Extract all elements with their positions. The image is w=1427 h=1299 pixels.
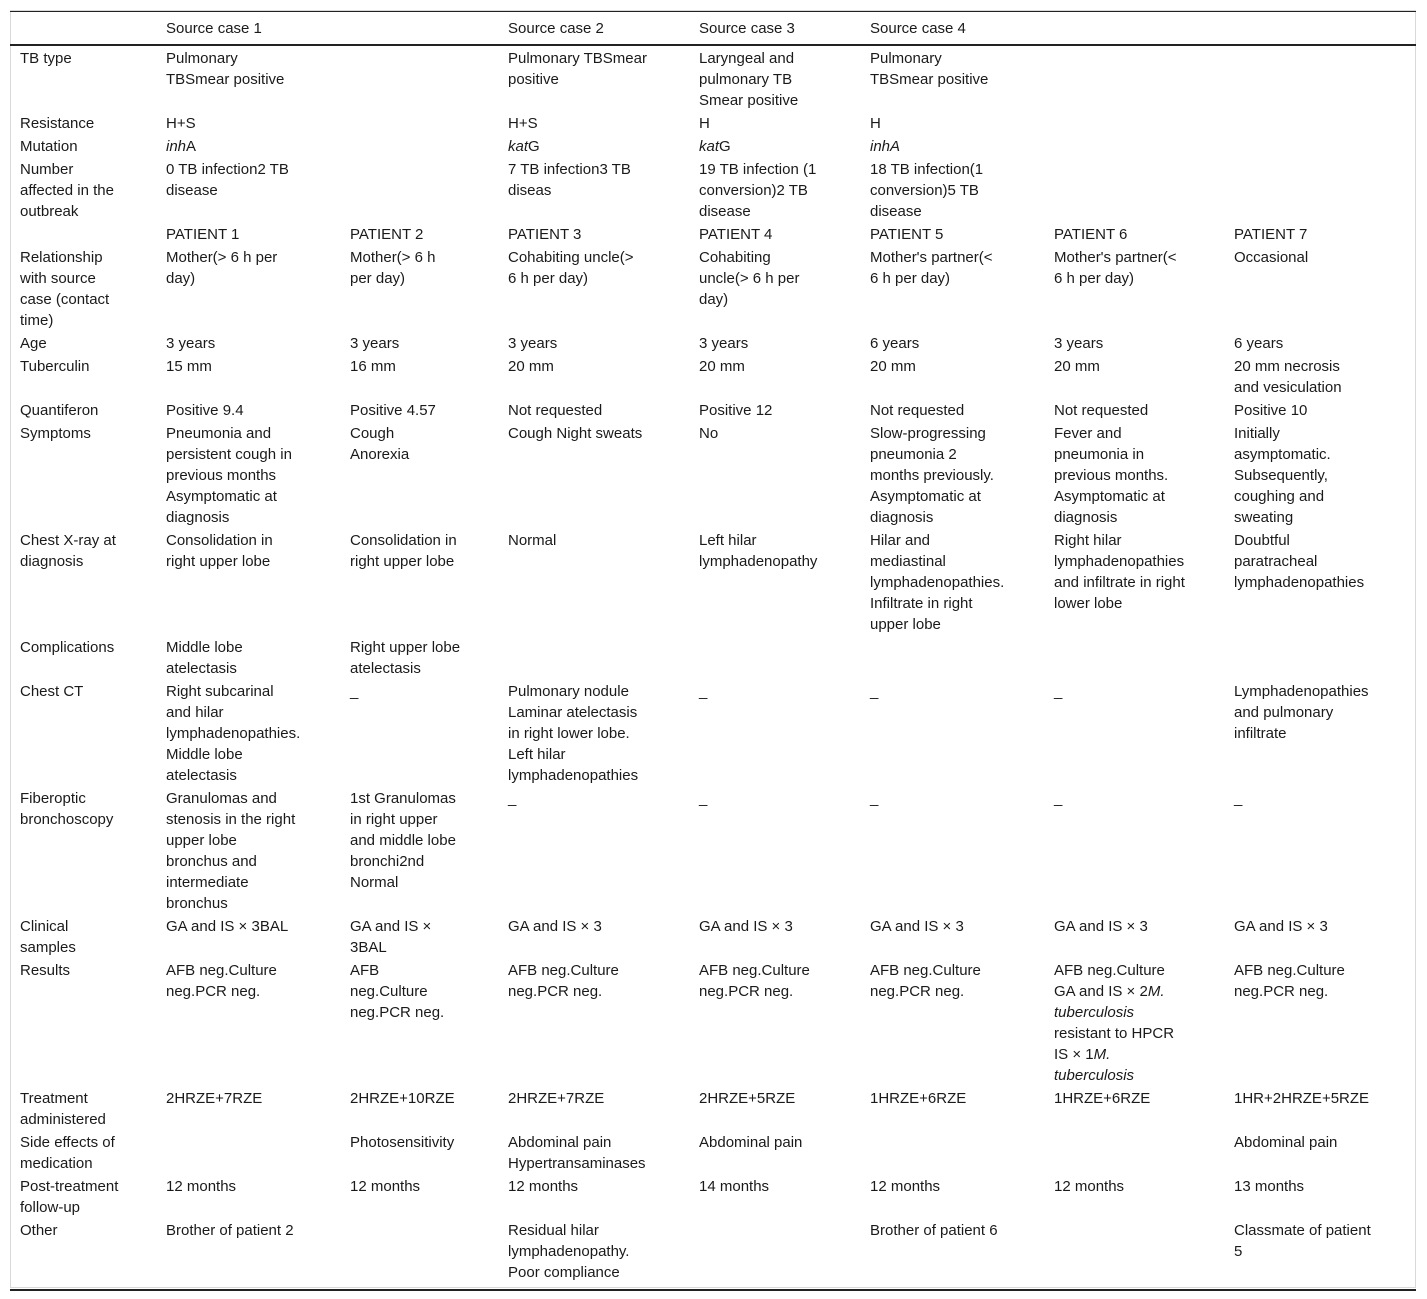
- table-cell: Laryngeal and pulmonary TB Smear positive: [699, 50, 799, 109]
- table-cell: [340, 1219, 498, 1290]
- table-cell: No: [699, 425, 719, 442]
- table-cell: [1044, 636, 1224, 680]
- table-cell: [1224, 636, 1416, 680]
- table-cell: PATIENT 7: [1234, 226, 1308, 243]
- table-cell: Cough Anorexia: [350, 425, 410, 463]
- table-row: [10, 1131, 1416, 1175]
- table-cell: Lymphadenopathies and pulmonary infiltrate: [1234, 683, 1369, 742]
- row-label-cell: Mutation: [20, 138, 78, 155]
- table-cell: Slow-progressing pneumonia 2 months previously. Asymptomatic at diagnosis: [870, 425, 994, 526]
- table-cell: Residual hilar lymphadenopathy. Poor compliance: [508, 1222, 630, 1281]
- row-label-cell: Results: [20, 962, 71, 979]
- table-cell: 12 months: [166, 1178, 237, 1195]
- table-cell: GA and IS × 3BAL: [350, 918, 432, 956]
- table-cell: H+S: [166, 115, 196, 132]
- table-cell: _: [508, 790, 517, 807]
- table-cell: Positive 12: [699, 402, 773, 419]
- table-cell: [340, 45, 498, 112]
- table-cell: [689, 1219, 860, 1290]
- row-label-cell: Age: [20, 335, 47, 352]
- table-row: [10, 355, 1416, 399]
- case-table: [10, 11, 1416, 1291]
- table-cell: Not requested: [870, 402, 965, 419]
- table-cell: 1HRZE+6RZE: [870, 1090, 967, 1107]
- table-cell: Granulomas and stenosis in the right upper lobe bronchus and intermediate bronchus: [166, 790, 296, 912]
- table-cell: AFB neg.Culture neg.PCR neg.: [166, 962, 277, 1000]
- table-cell: AFB neg.Culture neg.PCR neg.: [699, 962, 810, 1000]
- table-cell: 2HRZE+10RZE: [350, 1090, 455, 1107]
- table-cell: 3 years: [350, 335, 400, 352]
- table-cell: AFB neg.Culture GA and IS × 2M. tuberculosis resistant to HPCR IS × 1M. tuberculosis: [1054, 962, 1175, 1084]
- table-cell: [689, 636, 860, 680]
- table-cell: Not requested: [1054, 402, 1149, 419]
- table-cell: GA and IS × 3BAL: [166, 918, 289, 935]
- table-cell: Doubtful paratracheal lymphadenopathies: [1234, 532, 1365, 591]
- table-cell: Pulmonary TBSmear positive: [508, 50, 647, 88]
- table-cell: 6 years: [870, 335, 920, 352]
- table-cell: PATIENT 5: [870, 226, 944, 243]
- table-cell: Right subcarinal and hilar lymphadenopathies. Middle lobe atelectasis: [166, 683, 301, 784]
- row-label-cell: Quantiferon: [20, 402, 99, 419]
- table-cell: _: [870, 790, 879, 807]
- table-cell: H+S: [508, 115, 538, 132]
- table-cell: AFB neg.Culture neg.PCR neg.: [870, 962, 981, 1000]
- table-cell: [1044, 1131, 1224, 1175]
- table-row: [10, 332, 1416, 355]
- table-cell: 1st Granulomas in right upper and middle lobe bronchi2nd Normal: [350, 790, 456, 891]
- table-row: [10, 223, 1416, 246]
- table-cell: AFB neg.Culture neg.PCR neg.: [350, 962, 445, 1021]
- header-cell: [1224, 12, 1416, 46]
- header-cell: [10, 12, 156, 46]
- table-cell: [1224, 112, 1416, 135]
- header-cell: Source case 1: [166, 20, 262, 37]
- table-cell: Brother of patient 2: [166, 1222, 294, 1239]
- table-cell: 20 mm: [699, 358, 745, 375]
- table-cell: Positive 4.57: [350, 402, 436, 419]
- table-cell: [1224, 135, 1416, 158]
- table-row: [10, 787, 1416, 915]
- table-cell: Hilar and mediastinal lymphadenopathies. Infiltrate in right upper lobe: [870, 532, 1005, 633]
- table-cell: _: [1054, 683, 1063, 700]
- table-row: [10, 1219, 1416, 1290]
- table-cell: Middle lobe atelectasis: [166, 639, 243, 677]
- table-cell: Abdominal pain Hypertransaminases: [508, 1134, 646, 1172]
- row-label-cell: Side effects of medication: [20, 1134, 115, 1172]
- table-cell: 2HRZE+5RZE: [699, 1090, 796, 1107]
- table-cell: PATIENT 2: [350, 226, 424, 243]
- table-cell: Photosensitivity: [350, 1134, 455, 1151]
- table-row: [10, 422, 1416, 529]
- table-cell: GA and IS × 3: [508, 918, 602, 935]
- row-label-cell: Symptoms: [20, 425, 91, 442]
- table-cell: Mother's partner(< 6 h per day): [1054, 249, 1177, 287]
- table-cell: _: [699, 790, 708, 807]
- row-label-cell: Post-treatment follow-up: [20, 1178, 119, 1216]
- table-cell: [498, 636, 689, 680]
- table-cell: Consolidation in right upper lobe: [350, 532, 457, 570]
- table-cell: 20 mm: [870, 358, 916, 375]
- table-cell: [340, 112, 498, 135]
- table-row: [10, 915, 1416, 959]
- table-cell: Abdominal pain: [699, 1134, 803, 1151]
- table-cell: 0 TB infection2 TB disease: [166, 161, 289, 199]
- table-row: [10, 636, 1416, 680]
- table-cell: 12 months: [508, 1178, 579, 1195]
- table-cell: Mother(> 6 h per day): [166, 249, 278, 287]
- row-label-cell: Complications: [20, 639, 115, 656]
- table-cell: [1224, 45, 1416, 112]
- table-cell: 13 months: [1234, 1178, 1305, 1195]
- row-label-cell: Treatment administered: [20, 1090, 106, 1128]
- table-cell: Pulmonary nodule Laminar atelectasis in right lower lobe. Left hilar lymphadenopathies: [508, 683, 639, 784]
- table-cell: 2HRZE+7RZE: [166, 1090, 263, 1107]
- row-label-cell: Resistance: [20, 115, 95, 132]
- table-cell: Initially asymptomatic. Subsequently, coughing and sweating: [1234, 425, 1331, 526]
- row-label-cell: Chest X-ray at diagnosis: [20, 532, 116, 570]
- table-cell: 20 mm: [508, 358, 554, 375]
- table-cell: GA and IS × 3: [699, 918, 793, 935]
- table-cell: 19 TB infection (1 conversion)2 TB disease: [699, 161, 817, 220]
- table-cell: 16 mm: [350, 358, 396, 375]
- row-label-cell: [10, 223, 156, 246]
- table-cell: [1044, 1219, 1224, 1290]
- table-cell: Mother's partner(< 6 h per day): [870, 249, 993, 287]
- table-cell: 20 mm: [1054, 358, 1100, 375]
- table-cell: H: [699, 115, 710, 132]
- row-label-cell: Fiberoptic bronchoscopy: [20, 790, 114, 828]
- table-cell: [860, 636, 1044, 680]
- table-cell: H: [870, 115, 881, 132]
- table-row: [10, 45, 1416, 112]
- table-cell: Occasional: [1234, 249, 1309, 266]
- table-row: [10, 529, 1416, 636]
- table-cell: 6 years: [1234, 335, 1284, 352]
- table-cell: [860, 1131, 1044, 1175]
- table-cell: 14 months: [699, 1178, 770, 1195]
- table-cell: GA and IS × 3: [870, 918, 964, 935]
- row-label-cell: Tuberculin: [20, 358, 90, 375]
- table-cell: Consolidation in right upper lobe: [166, 532, 273, 570]
- table-cell: [1224, 158, 1416, 223]
- table-cell: 1HR+2HRZE+5RZE: [1234, 1090, 1370, 1107]
- table-cell: inhA: [166, 138, 197, 155]
- table-cell: katG: [699, 138, 731, 155]
- table-cell: 3 years: [508, 335, 558, 352]
- table-cell: Cough Night sweats: [508, 425, 643, 442]
- table-cell: Brother of patient 6: [870, 1222, 998, 1239]
- table-cell: inhA: [870, 138, 901, 155]
- table-cell: 18 TB infection(1 conversion)5 TB disease: [870, 161, 984, 220]
- table-cell: 20 mm necrosis and vesiculation: [1234, 358, 1342, 396]
- table-cell: Right upper lobe atelectasis: [350, 639, 461, 677]
- table-cell: 2HRZE+7RZE: [508, 1090, 605, 1107]
- table-cell: 1HRZE+6RZE: [1054, 1090, 1151, 1107]
- table-cell: 7 TB infection3 TB diseas: [508, 161, 631, 199]
- table-cell: Pulmonary TBSmear positive: [870, 50, 989, 88]
- table-cell: 12 months: [1054, 1178, 1125, 1195]
- table-cell: Classmate of patient 5: [1234, 1222, 1371, 1260]
- table-cell: AFB neg.Culture neg.PCR neg.: [1234, 962, 1345, 1000]
- table-cell: Right hilar lymphadenopathies and infiltrate in right lower lobe: [1054, 532, 1185, 612]
- table-cell: [156, 1131, 340, 1175]
- table-cell: 12 months: [870, 1178, 941, 1195]
- table-cell: _: [1054, 790, 1063, 807]
- table-cell: Left hilar lymphadenopathy: [699, 532, 818, 570]
- table-row: [10, 1087, 1416, 1131]
- table-cell: 3 years: [166, 335, 216, 352]
- row-label-cell: Chest CT: [20, 683, 84, 700]
- header-cell: [1044, 12, 1224, 46]
- table-cell: PATIENT 6: [1054, 226, 1128, 243]
- table-cell: AFB neg.Culture neg.PCR neg.: [508, 962, 619, 1000]
- header-cell: Source case 3: [699, 20, 795, 37]
- table-row: [10, 399, 1416, 422]
- header-cell: [340, 12, 498, 46]
- table-cell: Positive 9.4: [166, 402, 244, 419]
- table-cell: Mother(> 6 h per day): [350, 249, 436, 287]
- table-cell: [1044, 112, 1224, 135]
- table-cell: GA and IS × 3: [1234, 918, 1328, 935]
- table-row: [10, 158, 1416, 223]
- table-row: [10, 959, 1416, 1087]
- table-cell: _: [1234, 790, 1243, 807]
- table-cell: 3 years: [1054, 335, 1104, 352]
- table-cell: 15 mm: [166, 358, 212, 375]
- table-cell: PATIENT 4: [699, 226, 773, 243]
- table-cell: Positive 10: [1234, 402, 1308, 419]
- table-cell: GA and IS × 3: [1054, 918, 1148, 935]
- table-row: [10, 680, 1416, 787]
- table-cell: _: [699, 683, 708, 700]
- table-cell: PATIENT 3: [508, 226, 582, 243]
- table-row: [10, 246, 1416, 332]
- table-cell: [1044, 158, 1224, 223]
- header-cell: Source case 2: [508, 20, 604, 37]
- table-cell: PATIENT 1: [166, 226, 240, 243]
- row-label-cell: TB type: [20, 50, 72, 67]
- table-cell: katG: [508, 138, 540, 155]
- table-cell: Cohabiting uncle(> 6 h per day): [699, 249, 800, 308]
- row-label-cell: Other: [20, 1222, 58, 1239]
- table-cell: _: [870, 683, 879, 700]
- table-cell: Not requested: [508, 402, 603, 419]
- row-label-cell: Relationship with source case (contact time): [20, 249, 110, 329]
- table-cell: [340, 158, 498, 223]
- table-cell: Normal: [508, 532, 557, 549]
- header-cell: Source case 4: [870, 20, 966, 37]
- table-cell: 12 months: [350, 1178, 421, 1195]
- row-label-cell: Number affected in the outbreak: [20, 161, 114, 220]
- table-cell: [340, 135, 498, 158]
- table-cell: _: [350, 683, 359, 700]
- table-cell: Cohabiting uncle(> 6 h per day): [508, 249, 634, 287]
- table-cell: Pneumonia and persistent cough in previous months Asymptomatic at diagnosis: [166, 425, 292, 526]
- table-cell: [1044, 45, 1224, 112]
- table-row: [10, 135, 1416, 158]
- table-cell: [1044, 135, 1224, 158]
- table-header-row: [10, 12, 1416, 46]
- table-cell: Abdominal pain: [1234, 1134, 1338, 1151]
- table-row: [10, 1175, 1416, 1219]
- table-row: [10, 112, 1416, 135]
- table-cell: Fever and pneumonia in previous months. Asymptomatic at diagnosis: [1054, 425, 1169, 526]
- table-cell: Pulmonary TBSmear positive: [166, 50, 285, 88]
- table-cell: 3 years: [699, 335, 749, 352]
- row-label-cell: Clinical samples: [20, 918, 76, 956]
